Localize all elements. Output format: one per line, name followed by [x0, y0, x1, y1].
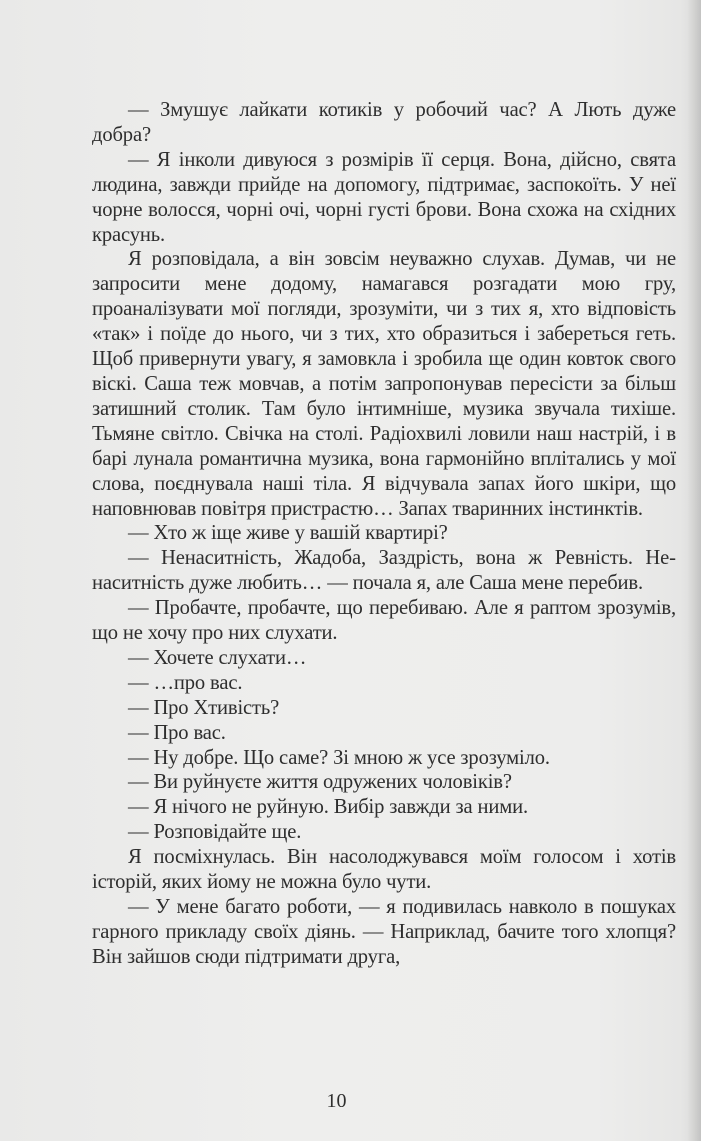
paragraph: — Ви руйнуєте життя одружених чоловіків?	[128, 771, 512, 794]
paragraph: — Я нічого не руйную. Вибір завжди за ними.	[128, 796, 528, 819]
paragraph: — Ненаситність, Жадоба, Заздрість, вона ж Ревність. Ненаситність дуже любить… — почала я, але Саша мене перебив.	[92, 547, 676, 595]
paragraph: — Я інколи дивуюся з розмірів її серця. Вона, дійсно, свята людина, завжди прийде на допомогу, підтримає, заспокоїть. У неї чорне волосся, чорні очі, чорні густі брови. Вона схожа на східних красунь.	[92, 148, 676, 246]
paragraph: — …про вас.	[128, 671, 243, 694]
paragraph: — Розповідайте ще.	[128, 821, 302, 844]
paragraph: Я посміхнулась. Він насолоджувався моїм голосом і хотів історій, яких йому не можна було чути.	[92, 846, 676, 894]
paragraph: — Про Хтивість?	[128, 696, 280, 719]
paragraph: — Хочете слухати…	[128, 646, 307, 669]
paragraph: — Ну добре. Що саме? Зі мною ж усе зрозуміло.	[128, 746, 550, 769]
body-text	[92, 98, 676, 970]
paragraph: — У мене багато роботи, — я подивилась навколо в пошуках гарного прикладу своїх діянь. — Наприклад, бачите того хлопця? Він зайшов сюди підтримати друга,	[92, 896, 676, 968]
page-edge-shadow	[687, 0, 701, 1141]
paragraph: Я розповідала, а він зовсім неуважно слухав. Думав, чи не запросити мене додому, намагався розгадати мою гру, проаналізувати мої погляди, зрозуміти, чи з тих я, хто відповість «так» і поїде до нього, чи з тих, хто образиться і забереться геть. Щоб привернути увагу, я замовкла і зробила ще один ковток свого віскі. Саша теж мовчав, а потім запропонував пересісти за більш затишний столик. Там було інтимніше, музика звучала тихіше. Тьмяне світло. Свічка на столі. Радіохвилі ловили наш настрій, і в барі лунала романтична музика, вона гармонійно вплітались у мої слова, поєднувала наші тіла. Я відчувала запах його шкіри, що наповнював повітря пристрастю… Запах тваринних інстинктів.	[92, 248, 676, 520]
paragraph: — Хто ж іще живе у вашій квартирі?	[128, 522, 448, 545]
paragraph: — Пробачте, пробачте, що перебиваю. Але я раптом зрозумів, що не хочу про них слухати.	[92, 597, 676, 645]
page-number: 10	[326, 1090, 347, 1112]
paragraph: — Про вас.	[128, 721, 226, 744]
paragraph: — Змушує лайкати котиків у робочий час? А Лють дуже добра?	[92, 99, 676, 146]
